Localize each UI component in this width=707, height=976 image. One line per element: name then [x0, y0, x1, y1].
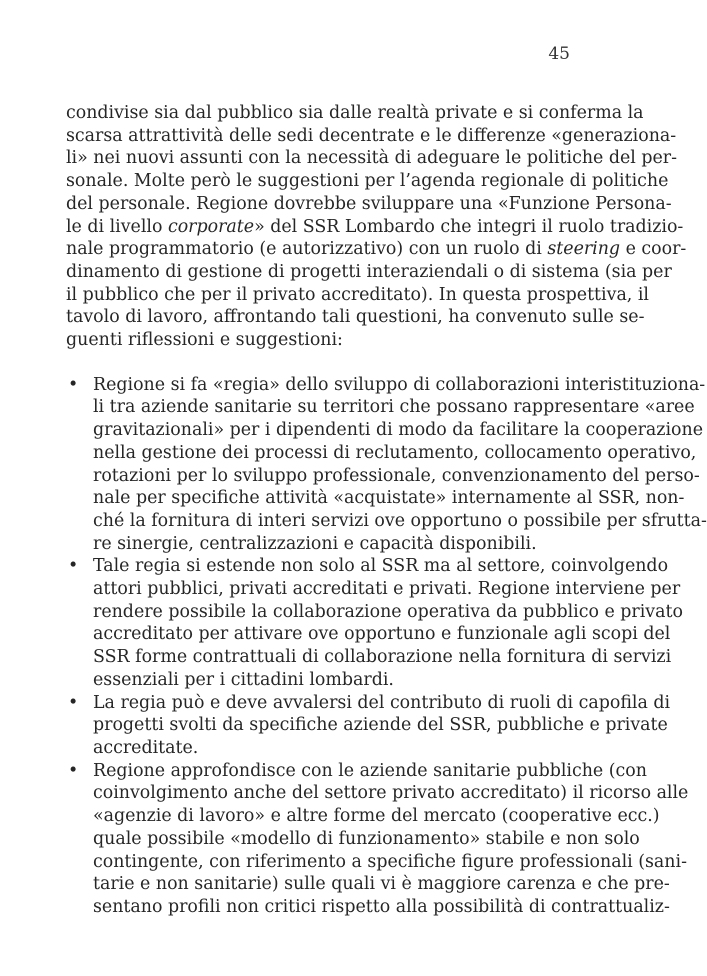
italic-term: steering [547, 239, 621, 260]
text-line: rotazioni per lo sviluppo professionale, convenzionamento del perso- [93, 465, 700, 486]
text-line: Tale regia si estende non solo al SSR ma al settore, coinvolgendo [93, 556, 669, 577]
bullet-item [66, 692, 671, 760]
text-segment: » del SSR Lombardo che integri il ruolo tradizio- [254, 216, 684, 237]
text-line: rendere possibile la collaborazione operativa da pubblico e privato [93, 601, 683, 622]
bullet-marker: • [68, 692, 79, 713]
bullet-marker: • [68, 374, 79, 395]
text-line: La regia può e deve avvalersi del contributo di ruoli di capofila di [93, 692, 671, 713]
text-line: accreditate. [93, 737, 199, 758]
text-line: Regione approfondisce con le aziende sanitarie pubbliche (con [93, 760, 647, 781]
text-segment: e coor- [620, 239, 687, 260]
text-line: Regione si fa «regia» dello sviluppo di collaborazioni interistituziona- [93, 374, 706, 395]
text-line: li tra aziende sanitarie su territori che possano rappresentare «aree [93, 397, 695, 418]
text-line: quale possibile «modello di funzionamento» stabile e non solo [93, 828, 640, 849]
text-segment: le di livello [66, 216, 168, 237]
italic-term: corporate [167, 216, 255, 237]
text-line: ché la fornitura di interi servizi ove opportuno o possibile per sfrutta- [93, 510, 707, 531]
text-line: re sinergie, centralizzazioni e capacità disponibili. [93, 533, 537, 554]
text-line: SSR forme contrattuali di collaborazione nella fornitura di servizi [93, 647, 672, 668]
text-line: tarie e non sanitarie) sulle quali vi è maggiore carenza e che pre- [93, 874, 670, 895]
text-line: accreditato per attivare ove opportuno e funzionale agli scopi del [93, 624, 671, 645]
text-line: contingente, con riferimento a specifiche figure professionali (sani- [93, 851, 687, 872]
bullet-marker: • [68, 760, 79, 781]
text-line: scarsa attrattività delle sedi decentrate e le differenze «generaziona- [66, 125, 677, 146]
bullet-item [66, 760, 689, 919]
text-line: condivise sia dal pubblico sia dalle realtà private e si conferma la [66, 103, 644, 123]
text-line: del personale. Regione dovrebbe sviluppare una «Funzione Persona- [66, 193, 672, 214]
text-segment: nale programmatorio (e autorizzativo) con un ruolo di [66, 239, 548, 260]
text-line [66, 238, 687, 261]
page-number: 45 [548, 44, 570, 64]
text-line: guenti riflessioni e suggestioni: [66, 330, 343, 351]
bullet-text [93, 374, 707, 556]
bullet-list [66, 374, 707, 919]
bullet-text [93, 692, 671, 760]
text-line: gravitazionali» per i dipendenti di modo da facilitare la cooperazione [93, 420, 703, 441]
bullet-marker: • [68, 556, 79, 577]
text-line: nale per specifiche attività «acquistate» internamente al SSR, non- [93, 488, 685, 509]
text-line: li» nei nuovi assunti con la necessità di adeguare le politiche del per- [66, 148, 677, 169]
page-body [66, 102, 707, 919]
text-line: dinamento di gestione di progetti interaziendali o di sistema (sia per [66, 261, 672, 282]
bullet-text [93, 760, 689, 919]
text-line: tavolo di lavoro, affrontando tali questioni, ha convenuto sulle se- [66, 307, 645, 328]
text-line: il pubblico che per il privato accreditato). In questa prospettiva, il [66, 284, 649, 305]
text-line: «agenzie di lavoro» e altre forme del mercato (cooperative ecc.) [93, 806, 660, 827]
bullet-text [93, 555, 683, 691]
text-line: nella gestione dei processi di reclutamento, collocamento operativo, [93, 442, 697, 463]
text-line: progetti svolti da specifiche aziende del SSR, pubbliche e private [93, 715, 668, 736]
text-line: essenziali per i cittadini lombardi. [93, 669, 394, 690]
text-line: attori pubblici, privati accreditati e privati. Regione interviene per [93, 579, 681, 600]
text-line: sonale. Molte però le suggestioni per l’agenda regionale di politiche [66, 171, 669, 192]
body-paragraph [66, 102, 687, 352]
bullet-item [66, 555, 683, 691]
text-line: coinvolgimento anche del settore privato accreditato) il ricorso alle [93, 783, 689, 804]
text-line: sentano profili non critici rispetto alla possibilità di contrattualiz- [93, 896, 670, 917]
text-line [66, 216, 684, 239]
bullet-item [66, 374, 707, 556]
